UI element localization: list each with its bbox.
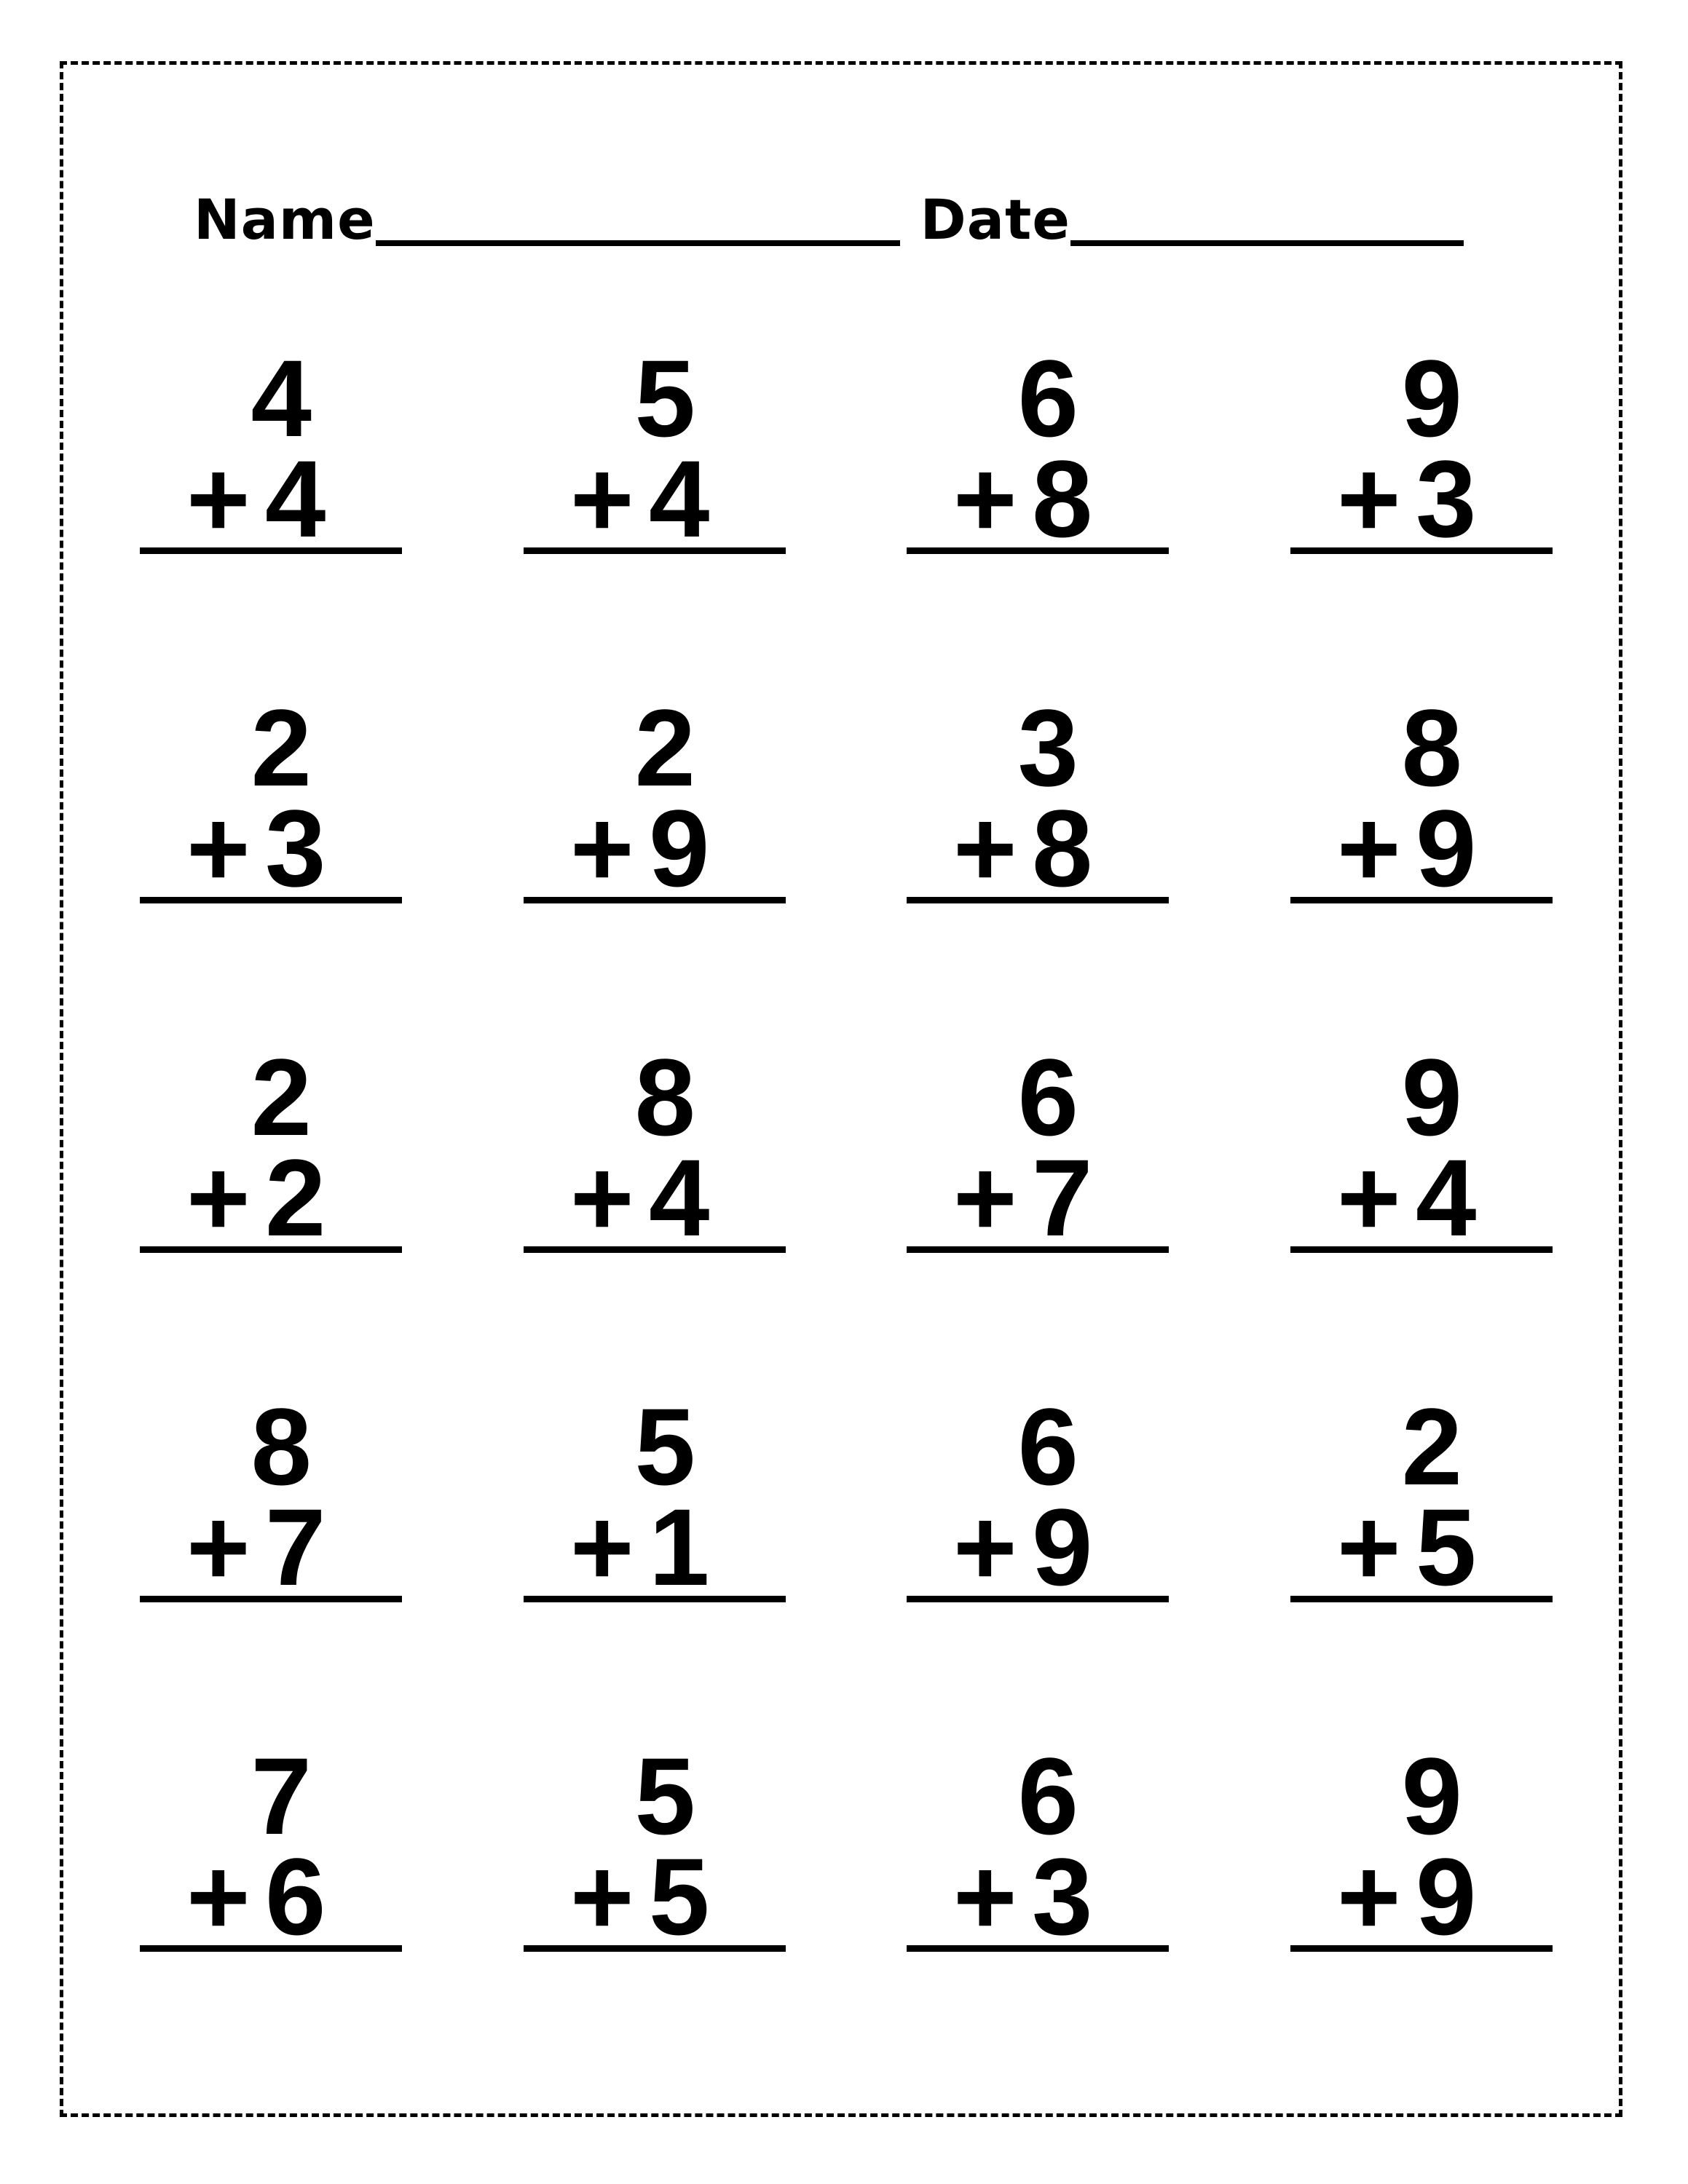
addition-problem <box>140 1036 402 1261</box>
answer-line[interactable] <box>140 897 402 903</box>
bottom-addend: 4 <box>265 438 326 560</box>
answer-line[interactable] <box>907 1246 1169 1253</box>
bottom-addend: 9 <box>649 787 710 909</box>
answer-line[interactable] <box>1290 1945 1553 1952</box>
name-label: Name <box>194 187 376 252</box>
answer-line[interactable] <box>524 1246 786 1253</box>
top-addend: 9 <box>1401 1735 1462 1857</box>
date-label: Date <box>920 187 1070 252</box>
plus-sign: + <box>570 1486 634 1608</box>
answer-line[interactable] <box>524 1596 786 1602</box>
bottom-row <box>1337 1835 1477 1958</box>
bottom-addend: 5 <box>649 1835 710 1958</box>
bottom-addend: 9 <box>1416 1835 1477 1958</box>
bottom-addend: 9 <box>1416 787 1477 909</box>
plus-sign: + <box>953 438 1017 560</box>
addition-problem <box>140 1385 402 1610</box>
plus-sign: + <box>1337 787 1401 909</box>
bottom-row <box>1337 787 1477 909</box>
bottom-addend: 9 <box>1032 1486 1093 1608</box>
bottom-addend: 8 <box>1032 787 1093 909</box>
top-addend: 6 <box>1017 337 1078 459</box>
addition-problem <box>907 1036 1169 1261</box>
bottom-addend: 3 <box>1416 438 1477 560</box>
bottom-addend: 7 <box>1032 1136 1093 1259</box>
bottom-addend: 1 <box>649 1486 710 1608</box>
bottom-row <box>953 1486 1093 1608</box>
bottom-row <box>1337 438 1477 560</box>
addition-problem <box>1290 687 1553 911</box>
plus-sign: + <box>953 1486 1017 1608</box>
addition-problem <box>907 1735 1169 1960</box>
addition-problem <box>524 687 786 911</box>
answer-line[interactable] <box>907 1945 1169 1952</box>
top-addend: 9 <box>1401 337 1462 459</box>
answer-line[interactable] <box>1290 1246 1553 1253</box>
bottom-row <box>1337 1486 1477 1608</box>
top-addend: 8 <box>1401 687 1462 809</box>
top-addend: 4 <box>251 337 312 459</box>
plus-sign: + <box>953 1136 1017 1259</box>
top-addend: 2 <box>251 1036 312 1158</box>
plus-sign: + <box>953 787 1017 909</box>
bottom-addend: 7 <box>265 1486 326 1608</box>
bottom-addend: 3 <box>265 787 326 909</box>
bottom-row <box>953 1136 1093 1259</box>
addition-problem <box>524 1036 786 1261</box>
bottom-row <box>953 1835 1093 1958</box>
plus-sign: + <box>186 438 251 560</box>
addition-problem <box>1290 1036 1553 1261</box>
top-addend: 5 <box>634 1385 695 1508</box>
bottom-addend: 3 <box>1032 1835 1093 1958</box>
bottom-row <box>186 1486 326 1608</box>
bottom-addend: 2 <box>265 1136 326 1259</box>
answer-line[interactable] <box>1290 547 1553 554</box>
answer-line[interactable] <box>140 1945 402 1952</box>
top-addend: 6 <box>1017 1735 1078 1857</box>
bottom-addend: 6 <box>265 1835 326 1958</box>
plus-sign: + <box>570 787 634 909</box>
bottom-addend: 8 <box>1032 438 1093 560</box>
addition-problem <box>1290 337 1553 562</box>
bottom-addend: 4 <box>1416 1136 1477 1259</box>
answer-line[interactable] <box>907 897 1169 903</box>
answer-line[interactable] <box>1290 1596 1553 1602</box>
top-addend: 5 <box>634 1735 695 1857</box>
answer-line[interactable] <box>140 1246 402 1253</box>
bottom-row <box>186 1136 326 1259</box>
top-addend: 6 <box>1017 1036 1078 1158</box>
bottom-row <box>570 1486 710 1608</box>
answer-line[interactable] <box>907 547 1169 554</box>
top-addend: 2 <box>251 687 312 809</box>
answer-line[interactable] <box>140 547 402 554</box>
plus-sign: + <box>1337 438 1401 560</box>
top-addend: 2 <box>1401 1385 1462 1508</box>
answer-line[interactable] <box>1290 897 1553 903</box>
bottom-addend: 4 <box>649 438 710 560</box>
plus-sign: + <box>953 1835 1017 1958</box>
addition-problem <box>907 687 1169 911</box>
top-addend: 8 <box>634 1036 695 1158</box>
plus-sign: + <box>186 1486 251 1608</box>
top-addend: 9 <box>1401 1036 1462 1158</box>
addition-problem <box>524 1735 786 1960</box>
bottom-row <box>186 1835 326 1958</box>
answer-line[interactable] <box>140 1596 402 1602</box>
answer-line[interactable] <box>524 1945 786 1952</box>
bottom-row <box>570 787 710 909</box>
top-addend: 6 <box>1017 1385 1078 1508</box>
top-addend: 8 <box>251 1385 312 1508</box>
bottom-row <box>570 1136 710 1259</box>
addition-problem <box>140 687 402 911</box>
plus-sign: + <box>186 787 251 909</box>
top-addend: 3 <box>1017 687 1078 809</box>
bottom-row <box>186 438 326 560</box>
addition-problem <box>1290 1385 1553 1610</box>
answer-line[interactable] <box>907 1596 1169 1602</box>
addition-problem <box>140 1735 402 1960</box>
plus-sign: + <box>570 1835 634 1958</box>
bottom-addend: 5 <box>1416 1486 1477 1608</box>
top-addend: 5 <box>634 337 695 459</box>
bottom-addend: 4 <box>649 1136 710 1259</box>
plus-sign: + <box>1337 1136 1401 1259</box>
addition-problem <box>140 337 402 562</box>
addition-problem <box>907 1385 1169 1610</box>
answer-line[interactable] <box>524 547 786 554</box>
bottom-row <box>570 438 710 560</box>
top-addend: 7 <box>251 1735 312 1857</box>
plus-sign: + <box>1337 1835 1401 1958</box>
plus-sign: + <box>570 1136 634 1259</box>
bottom-row <box>570 1835 710 1958</box>
answer-line[interactable] <box>524 897 786 903</box>
bottom-row <box>1337 1136 1477 1259</box>
addition-problem <box>524 1385 786 1610</box>
top-addend: 2 <box>634 687 695 809</box>
plus-sign: + <box>1337 1486 1401 1608</box>
plus-sign: + <box>186 1835 251 1958</box>
plus-sign: + <box>570 438 634 560</box>
bottom-row <box>186 787 326 909</box>
addition-problem <box>1290 1735 1553 1960</box>
plus-sign: + <box>186 1136 251 1259</box>
addition-problem <box>907 337 1169 562</box>
bottom-row <box>953 787 1093 909</box>
addition-problem <box>524 337 786 562</box>
bottom-row <box>953 438 1093 560</box>
